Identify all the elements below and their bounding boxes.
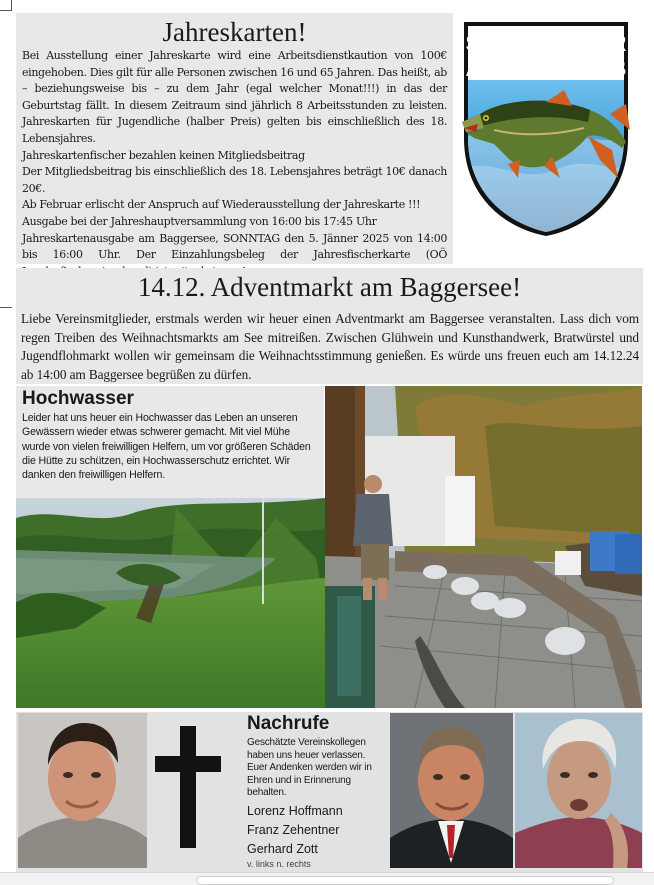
jahreskarten-paragraph: Ausgabe bei der Jahreshauptversammlung von 16:00 bis 17:45 Uhr — [22, 214, 377, 228]
photo-caption: v. links n. rechts — [247, 858, 311, 869]
crop-mark — [11, 0, 12, 11]
hochwasser-section — [16, 386, 324, 498]
deceased-name: Gerhard Zott — [247, 841, 318, 856]
logo-text-line1: SCHALCHNER — [465, 30, 627, 56]
jahreskarten-paragraph: Jahreskartenfischer bezahlen keinen Mitgliedsbeitrag — [22, 148, 305, 162]
portrait-gerhard-zott — [515, 713, 642, 868]
hochwasser-title: Hochwasser — [22, 388, 134, 409]
logo-text-line2: ANGLERCLUB — [465, 55, 627, 81]
flooded-river-photo — [16, 498, 325, 708]
portrait-lorenz-hoffmann — [18, 713, 147, 868]
club-logo — [460, 18, 632, 238]
portrait-franz-zehentner — [390, 713, 513, 868]
nachrufe-text-block — [247, 712, 387, 869]
cross-icon — [155, 726, 221, 848]
adventmarkt-section — [16, 268, 643, 384]
sandbag-flood-protection-photo — [325, 386, 642, 708]
deceased-name: Franz Zehentner — [247, 822, 340, 837]
nachrufe-title: Nachrufe — [247, 713, 330, 734]
crop-mark — [0, 307, 12, 308]
jahreskarten-paragraph: Jahreskartenausgabe am Baggersee, SONNTAG den 5. Jänner 2025 von 14:00 bis 16:00 Uhr. Der Einzahlungsbeleg der Jahresfischerkarte (OÖ — [22, 231, 447, 262]
jahreskarten-title: Jahreskarten! — [162, 17, 307, 47]
hochwasser-text: Leider hat uns heuer ein Hochwasser das Leben an unseren Gewässern wieder etwas schwerer gemacht. Mit viel Mühe wurde von vielen freiwilligen Helfern, um vor größeren Schäden die Hütte zu schützen, ein Hochwasserschutz errichtet. Wir danken den freiwilligen Helfern. — [22, 412, 311, 482]
jahreskarten-paragraph: Bei Ausstellung einer Jahreskarte wird eine Arbeitsdienstkaution von 100€ eingehoben. Dies gilt für alle Personen zwischen 16 und 65 Jahren. Das heißt, ab – beziehungsweise bis – zu dem Jahr (egal welcher Monat!!!) in das der Geburtstag fällt. In diesem Zeitraum sind jährlich 8 Arbeitsstunden zu leisten. Jahreskarten für Jugendliche (halber Preis) gelten bis einschließlich des 18. Lebensjahres. — [22, 49, 447, 145]
deceased-name: Lorenz Hoffmann — [247, 803, 343, 818]
jahreskarten-paragraph: Ab Februar erlischt der Anspruch auf Wiederausstellung der Jahreskarte !!! — [22, 198, 421, 212]
adventmarkt-text: Liebe Vereinsmitglieder, erstmals werden wir heuer einen Adventmarkt am Baggersee veranstalten. Lass dich vom regen Treiben des Weihnachtsmarkts am See mitreißen. Zwischen Glühwein und Kunsthandwerk, Bratwürstel und Jugendflohmarkt wollen wir gemeinsam die Weihnachtsstimmung genießen. Es würde uns freuen euch am 14.12.24 ab 14:00 am Baggersee begrüßen zu dürfen. — [21, 311, 639, 382]
horizontal-scrollbar[interactable] — [196, 876, 614, 885]
nachrufe-text: Geschätzte Vereinskollegen haben uns heuer verlassen. Euer Andenken werden wir in Ehren und in Erinnerung behalten. — [247, 737, 372, 798]
jahreskarten-paragraph: Der Mitgliedsbeitrag bis einschließlich des 18. Lebensjahres beträgt 10€ danach 20€. — [22, 165, 447, 195]
adventmarkt-title: 14.12. Adventmarkt am Baggersee! — [137, 272, 522, 302]
jahreskarten-section — [16, 13, 453, 264]
jahreskarten-text — [22, 48, 447, 280]
